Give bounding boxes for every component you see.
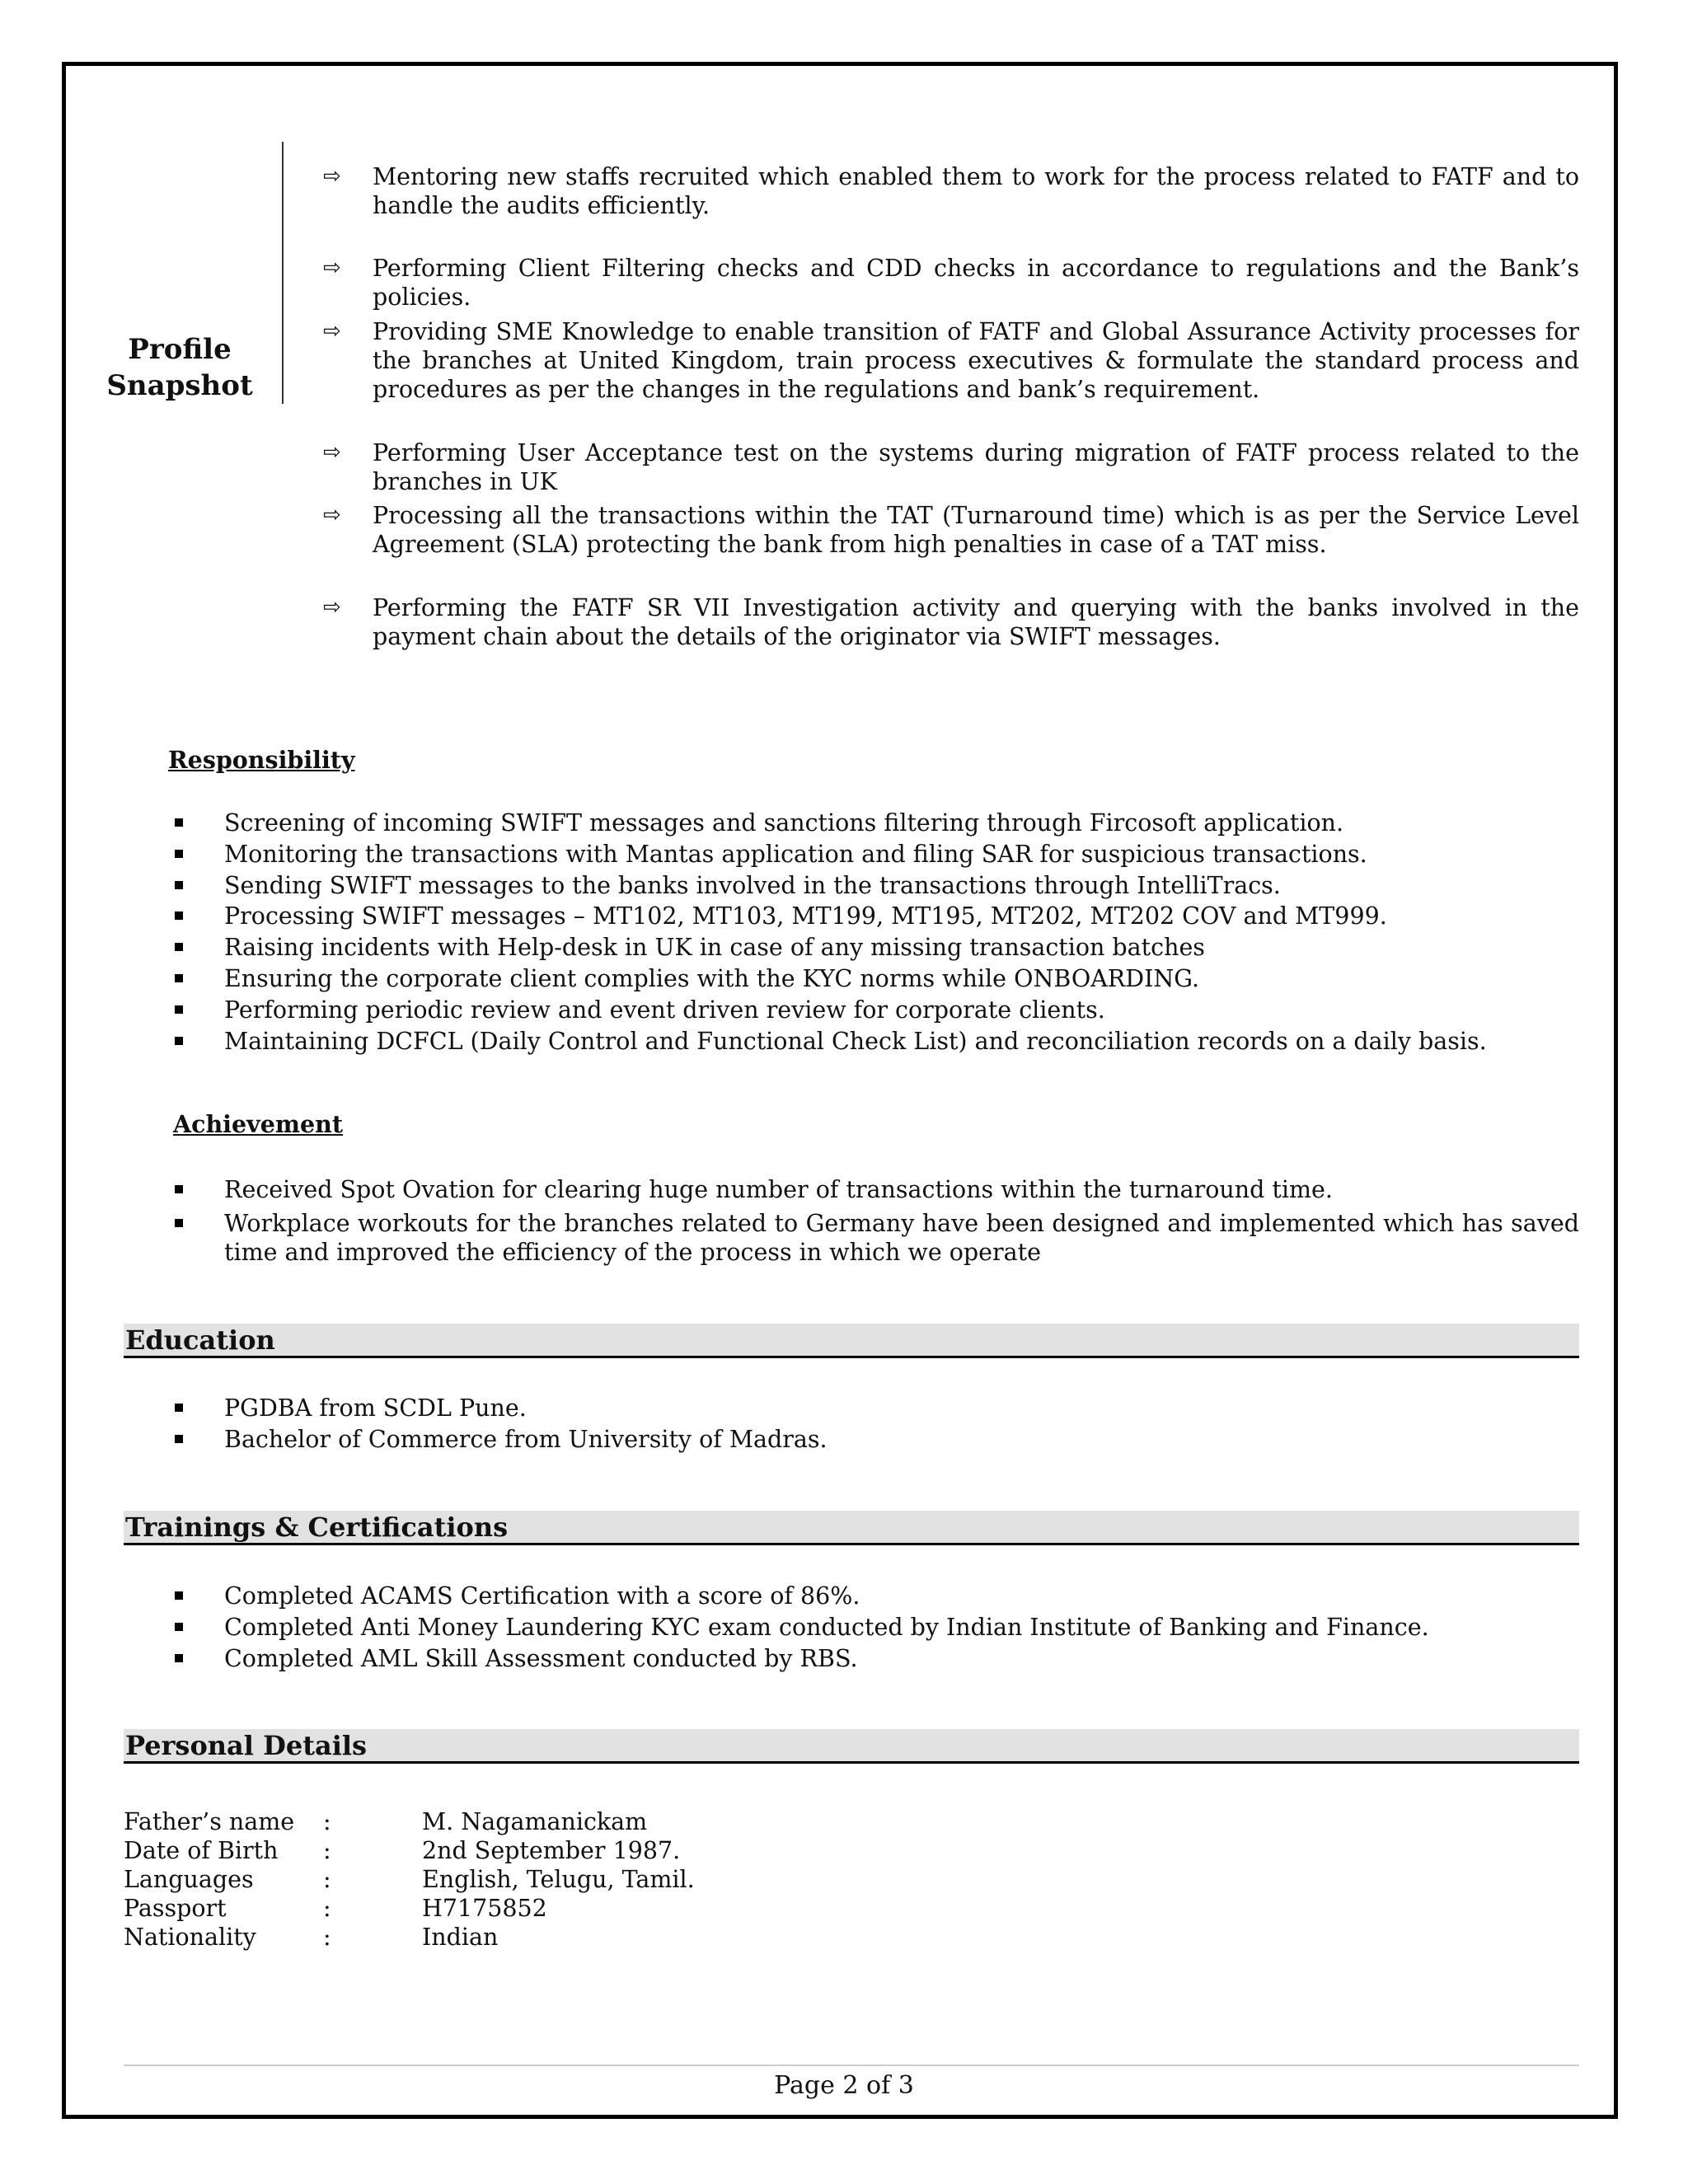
personal-details-header	[124, 1729, 1579, 1764]
square-bullet-icon	[175, 1623, 183, 1631]
footer-divider	[124, 2064, 1579, 2066]
education-list	[173, 1393, 1579, 1455]
profile-item-text: Processing all the transactions within the TAT (Turnaround time) which is as per the Service Level Agreement (SLA) protecting the bank from high penalties in case of a TAT miss.	[373, 502, 1579, 558]
personal-row: Languages : English, Telugu, Tamil.	[124, 1866, 695, 1893]
profile-item	[323, 162, 1579, 220]
list-item: Completed ACAMS Certification with a score of 86%.	[173, 1581, 1579, 1612]
profile-item-text: Providing SME Knowledge to enable transition of FATF and Global Assurance Activity processes for the branches at United Kingdom, train process executives & formulate the standard process and procedures as per the changes in the regulations and bank’s requirement.	[373, 318, 1579, 403]
trainings-header	[124, 1511, 1579, 1545]
list-item: Received Spot Ovation for clearing huge number of transactions within the turnaround time.	[173, 1175, 1579, 1204]
list-item: Completed Anti Money Laundering KYC exam conducted by Indian Institute of Banking and Finance.	[173, 1612, 1579, 1643]
profile-title-line1: Profile	[128, 333, 232, 366]
list-item: Raising incidents with Help-desk in UK in case of any missing transaction batches	[173, 932, 1579, 963]
education-header	[124, 1324, 1579, 1358]
list-item: Sending SWIFT messages to the banks involved in the transactions through IntelliTracs.	[173, 870, 1579, 902]
profile-item-text: Performing the FATF SR VII Investigation activity and querying with the banks involved in the payment chain about the details of the originator via SWIFT messages.	[373, 594, 1579, 650]
square-bullet-icon	[175, 1185, 183, 1193]
arrow-right-icon: ⇨	[323, 595, 341, 620]
square-bullet-icon	[175, 912, 183, 920]
profile-item-text: Mentoring new staffs recruited which enabled them to work for the process related to FATF and to handle the audits efficiently.	[373, 163, 1579, 219]
list-item: Bachelor of Commerce from University of Madras.	[173, 1424, 1579, 1455]
profile-divider	[282, 142, 284, 404]
square-bullet-icon	[175, 850, 183, 858]
trainings-list	[173, 1581, 1579, 1674]
list-item: Maintaining DCFCL (Daily Control and Functional Check List) and reconciliation records on a daily basis.	[173, 1026, 1579, 1057]
square-bullet-icon	[175, 1654, 183, 1662]
square-bullet-icon	[175, 881, 183, 889]
profile-title-line2: Snapshot	[106, 369, 253, 402]
personal-details-heading: Personal Details	[125, 1730, 368, 1761]
profile-item	[323, 254, 1579, 312]
list-item: Ensuring the corporate client complies with the KYC norms while ONBOARDING.	[173, 963, 1579, 995]
profile-snapshot-title	[97, 331, 262, 404]
list-item: Completed AML Skill Assessment conducted by RBS.	[173, 1643, 1579, 1675]
trainings-heading: Trainings & Certifications	[125, 1511, 509, 1543]
list-item: PGDBA from SCDL Pune.	[173, 1393, 1579, 1424]
list-item: Workplace workouts for the branches related to Germany have been designed and implemented which has saved time and improved the efficiency of the process in which we operate	[173, 1209, 1579, 1267]
square-bullet-icon	[175, 974, 183, 982]
square-bullet-icon	[175, 1404, 183, 1412]
arrow-right-icon: ⇨	[323, 255, 341, 280]
list-item: Screening of incoming SWIFT messages and sanctions filtering through Fircosoft application.	[173, 808, 1579, 839]
profile-item-text: Performing User Acceptance test on the systems during migration of FATF process related to the branches in UK	[373, 439, 1579, 495]
arrow-right-icon: ⇨	[323, 440, 341, 465]
personal-row: Father’s name : M. Nagamanickam	[124, 1808, 648, 1835]
arrow-right-icon: ⇨	[323, 319, 341, 344]
square-bullet-icon	[175, 818, 183, 827]
achievement-list	[173, 1175, 1579, 1267]
education-heading: Education	[125, 1324, 275, 1356]
responsibility-heading: Responsibility	[168, 746, 355, 774]
profile-item-text: Performing Client Filtering checks and CDD checks in accordance to regulations and the Bank’s policies.	[373, 255, 1579, 311]
profile-item	[323, 593, 1579, 651]
personal-row: Nationality : Indian	[124, 1924, 499, 1951]
profile-item	[323, 438, 1579, 496]
square-bullet-icon	[175, 1219, 183, 1227]
achievement-heading: Achievement	[173, 1110, 344, 1138]
arrow-right-icon: ⇨	[323, 164, 341, 189]
list-item: Processing SWIFT messages – MT102, MT103, MT199, MT195, MT202, MT202 COV and MT999.	[173, 901, 1579, 932]
personal-row: Date of Birth : 2nd September 1987.	[124, 1837, 681, 1864]
square-bullet-icon	[175, 1435, 183, 1443]
square-bullet-icon	[175, 1037, 183, 1045]
arrow-right-icon: ⇨	[323, 503, 341, 527]
profile-item	[323, 501, 1579, 559]
square-bullet-icon	[175, 943, 183, 951]
responsibility-list	[173, 808, 1579, 1057]
list-item: Monitoring the transactions with Mantas application and filing SAR for suspicious transactions.	[173, 839, 1579, 870]
personal-row: Passport : H7175852	[124, 1895, 547, 1922]
square-bullet-icon	[175, 1591, 183, 1600]
profile-item	[323, 317, 1579, 404]
page-number: Page 2 of 3	[774, 2071, 914, 2100]
list-item: Performing periodic review and event driven review for corporate clients.	[173, 995, 1579, 1026]
square-bullet-icon	[175, 1005, 183, 1014]
